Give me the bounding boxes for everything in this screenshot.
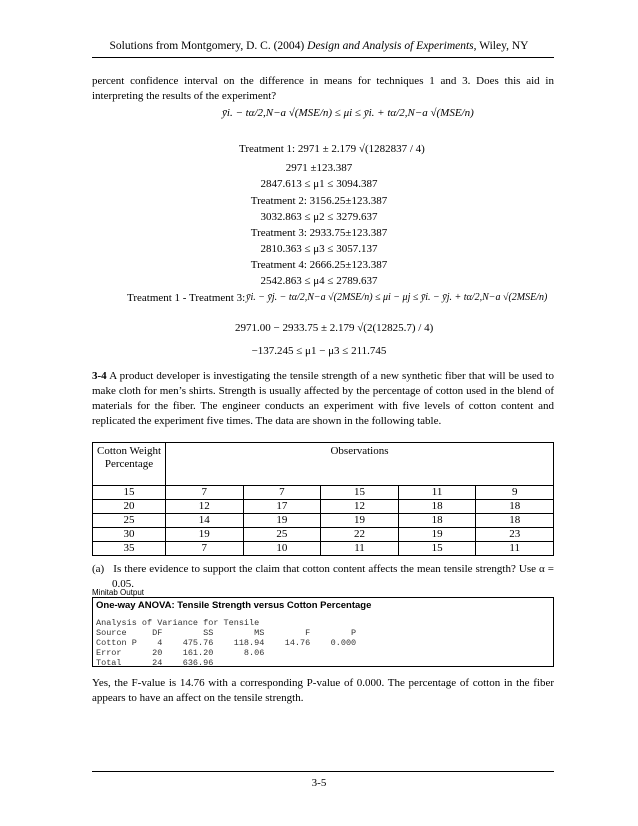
header-rule [92, 57, 554, 58]
table-row: 20 12 17 12 18 18 [93, 500, 554, 514]
table-row: 30 19 25 22 19 23 [93, 528, 554, 542]
col-header-observations: Observations [166, 443, 554, 486]
minitab-output-box [92, 597, 554, 667]
t4-interval: 2542.863 ≤ μ4 ≤ 2789.637 [260, 275, 378, 287]
minitab-line: Error 20 161.20 8.06 [96, 648, 265, 658]
minitab-label: Minitab Output [92, 588, 145, 597]
question-a [92, 562, 554, 592]
minitab-line: Analysis of Variance for Tensile [96, 618, 260, 628]
question-a-text: Is there evidence to support the claim that cotton content affects the mean tensile strength? Use α = 0.05. [112, 563, 554, 590]
footer-rule [92, 771, 554, 772]
t4-estimate: Treatment 4: 2666.25±123.387 [250, 259, 388, 271]
data-table [92, 442, 554, 556]
table-row: 15 7 7 15 11 9 [93, 486, 554, 500]
diff-label: Treatment 1 - Treatment 3: [127, 292, 246, 304]
minitab-line: Cotton P 4 475.76 118.94 14.76 0.000 [96, 638, 357, 648]
question-a-label: (a) [92, 563, 105, 575]
diff-interval: −137.245 ≤ μ1 − μ3 ≤ 211.745 [251, 345, 387, 357]
table-row: 25 14 19 19 18 18 [93, 514, 554, 528]
minitab-title: One-way ANOVA: Tensile Strength versus Cotton Percentage [96, 600, 372, 611]
minitab-line: Total 24 636.96 [96, 658, 214, 668]
problem-number: 3-4 [92, 370, 107, 382]
t1-interval: 2847.613 ≤ μ1 ≤ 3094.387 [260, 178, 378, 190]
col-header-cotton: Cotton Weight Percentage [93, 443, 166, 486]
ci-general-equation: ȳi. − tα/2,N−a √(MSE/n) ≤ μi ≤ ȳi. + tα/2,N−a √(MSE/n) [222, 107, 474, 119]
table-row: 35 7 10 11 15 11 [93, 542, 554, 556]
intro-paragraph: percent confidence interval on the difference in means for techniques 1 and 3. Does this aid in interpreting the results of the experiment? [92, 75, 554, 102]
book-title: Design and Analysis of Experiments [307, 40, 474, 52]
problem-text: A product developer is investigating the tensile strength of a new synthetic fiber that will be used to make cloth for men’s shirts. Strength is usually affected by the percentage of cotton used in the blend of materials for the fiber. The engineer conducts an experiment with five levels of cotton content and replicated the experiment five times. The data are shown in the following table. [92, 370, 554, 427]
problem-3-4 [92, 369, 554, 429]
diff-computation: 2971.00 − 2933.75 ± 2.179 √(2(12825.7) / 4) [235, 322, 434, 334]
t3-interval: 2810.363 ≤ μ3 ≤ 3057.137 [260, 243, 378, 255]
minitab-line: Source DF SS MS F P [96, 628, 357, 638]
page-number: 3-5 [311, 777, 327, 789]
answer-paragraph: Yes, the F-value is 14.76 with a corresponding P-value of 0.000. The percentage of cotton in the fiber appears to have an affect on the tensile strength. [92, 677, 554, 704]
t1-equation: Treatment 1: 2971 ± 2.179 √(1282837 / 4) [239, 143, 425, 155]
diff-ci-equation: ȳi. − ȳj. − tα/2,N−a √(2MSE/n) ≤ μi − μj ≤ ȳi. − ȳj. + tα/2,N−a √(2MSE/n) [246, 292, 548, 303]
running-header: Solutions from Montgomery, D. C. (2004) Design and Analysis of Experiments, Wiley, NY [109, 40, 529, 52]
t2-estimate: Treatment 2: 3156.25±123.387 [250, 195, 388, 207]
t1-estimate: 2971 ±123.387 [285, 162, 353, 174]
t3-estimate: Treatment 3: 2933.75±123.387 [250, 227, 388, 239]
t2-interval: 3032.863 ≤ μ2 ≤ 3279.637 [260, 211, 378, 223]
